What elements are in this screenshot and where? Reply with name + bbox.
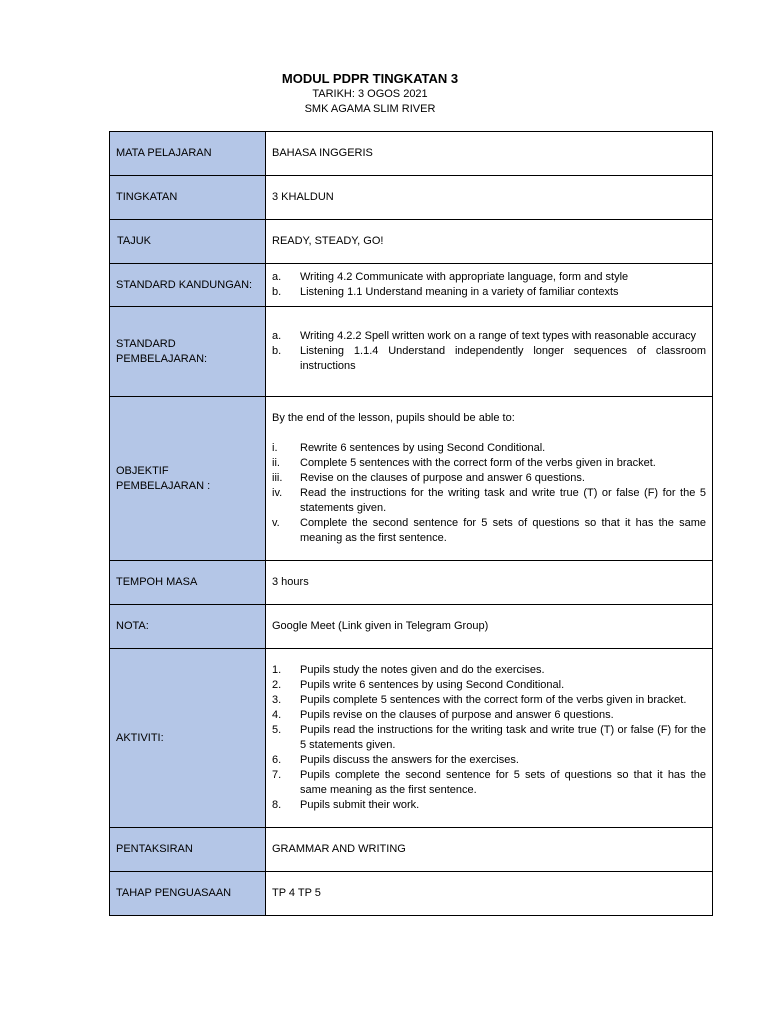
value-activities <box>266 649 713 828</box>
list-text: Pupils submit their work. <box>300 799 420 811</box>
list-item <box>272 456 706 471</box>
list-marker: i. <box>272 442 278 454</box>
list-item <box>272 693 706 708</box>
list-marker: a. <box>272 271 282 283</box>
list-item <box>272 708 706 723</box>
list-item <box>272 270 706 285</box>
label-objectives-line2: PEMBELAJARAN : <box>116 479 211 492</box>
list-item <box>272 486 706 516</box>
list-marker: 3. <box>272 694 282 706</box>
list-item <box>272 329 706 344</box>
list-marker: 6. <box>272 754 282 766</box>
row-duration <box>110 561 713 605</box>
list-text: Complete the second sentence for 5 sets of questions so that it has the same meaning as the first sentence. <box>300 517 706 544</box>
list-item <box>272 471 706 486</box>
value-objectives <box>266 397 713 561</box>
list-text: Pupils read the instructions for the writing task and write true (T) or false (F) for the 5 statements given. <box>300 724 706 751</box>
label-topic-text: TAJUK <box>117 235 152 247</box>
label-topic <box>110 220 266 264</box>
label-duration: TEMPOH MASA <box>110 561 266 605</box>
list-marker: b. <box>272 286 282 298</box>
label-assessment: PENTAKSIRAN <box>110 828 266 872</box>
value-content-standard <box>266 264 713 307</box>
list-marker: 7. <box>272 769 282 781</box>
activities-list <box>272 663 706 813</box>
list-text: Complete 5 sentences with the correct form of the verbs given in bracket. <box>300 457 656 469</box>
value-learning-standard <box>266 307 713 397</box>
row-objectives <box>110 397 713 561</box>
list-text: Writing 4.2.2 Spell written work on a range of text types with reasonable accuracy <box>300 330 696 342</box>
label-learning-standard <box>110 307 266 397</box>
lesson-plan-table <box>109 131 713 916</box>
list-text: Pupils study the notes given and do the exercises. <box>300 664 545 676</box>
list-item <box>272 768 706 798</box>
label-activities: AKTIVITI: <box>110 649 266 828</box>
list-text: Pupils revise on the clauses of purpose and answer 6 questions. <box>300 709 614 721</box>
list-text: Pupils complete the second sentence for 5 sets of questions so that it has the same meaning as the first sentence. <box>300 769 706 796</box>
school-name: SMK AGAMA SLIM RIVER <box>304 103 436 115</box>
list-item <box>272 285 706 300</box>
value-topic: READY, STEADY, GO! <box>266 220 713 264</box>
row-content-standard <box>110 264 713 307</box>
label-objectives <box>110 397 266 561</box>
list-marker: a. <box>272 330 282 342</box>
label-learning-standard-line2: PEMBELAJARAN: <box>116 352 208 365</box>
row-subject <box>110 132 713 176</box>
label-subject: MATA PELAJARAN <box>110 132 266 176</box>
content-standard-list <box>272 270 706 300</box>
list-text: Revise on the clauses of purpose and answer 6 questions. <box>300 472 585 484</box>
objectives-list <box>272 441 706 546</box>
value-form: 3 KHALDUN <box>266 176 713 220</box>
list-text: Pupils complete 5 sentences with the correct form of the verbs given in bracket. <box>300 694 687 706</box>
list-marker: 5. <box>272 724 282 736</box>
value-notes: Google Meet (Link given in Telegram Group) <box>266 605 713 649</box>
list-marker: ii. <box>272 457 280 469</box>
list-item <box>272 344 706 374</box>
list-text: Rewrite 6 sentences by using Second Conditional. <box>300 442 546 454</box>
list-item <box>272 441 706 456</box>
list-marker: iii. <box>272 472 283 484</box>
list-marker: b. <box>272 345 282 357</box>
list-item <box>272 516 706 546</box>
label-content-standard: STANDARD KANDUNGAN: <box>110 264 266 307</box>
label-notes: NOTA: <box>110 605 266 649</box>
list-marker: v. <box>272 517 280 529</box>
label-form: TINGKATAN <box>110 176 266 220</box>
list-item <box>272 798 706 813</box>
document-title: MODUL PDPR TINGKATAN 3 <box>281 71 459 86</box>
list-text: Writing 4.2 Communicate with appropriate language, form and style <box>300 271 629 283</box>
list-item <box>272 753 706 768</box>
row-mastery <box>110 872 713 916</box>
list-marker: 1. <box>272 664 282 676</box>
value-subject: BAHASA INGGERIS <box>266 132 713 176</box>
learning-standard-list <box>272 329 706 374</box>
label-mastery: TAHAP PENGUASAAN <box>110 872 266 916</box>
list-marker: iv. <box>272 487 283 499</box>
list-marker: 2. <box>272 679 282 691</box>
row-form <box>110 176 713 220</box>
list-text: Read the instructions for the writing task and write true (T) or false (F) for the 5 statements given. <box>300 487 706 514</box>
list-text: Listening 1.1 Understand meaning in a variety of familiar contexts <box>300 286 619 298</box>
row-learning-standard <box>110 307 713 397</box>
value-assessment: GRAMMAR AND WRITING <box>266 828 713 872</box>
row-topic <box>110 220 713 264</box>
list-marker: 4. <box>272 709 282 721</box>
label-learning-standard-line1: STANDARD <box>116 337 176 350</box>
list-text: Pupils write 6 sentences by using Second Conditional. <box>300 679 565 691</box>
list-item <box>272 663 706 678</box>
document-header <box>0 70 740 117</box>
list-text: Pupils discuss the answers for the exercises. <box>300 754 519 766</box>
value-mastery: TP 4 TP 5 <box>266 872 713 916</box>
label-objectives-line1: OBJEKTIF <box>116 464 169 477</box>
row-assessment <box>110 828 713 872</box>
value-duration: 3 hours <box>266 561 713 605</box>
objectives-intro: By the end of the lesson, pupils should be able to: <box>272 412 515 424</box>
document-date: TARIKH: 3 OGOS 2021 <box>312 88 428 100</box>
list-text: Listening 1.1.4 Understand independently longer sequences of classroom instructions <box>300 345 706 372</box>
list-item <box>272 723 706 753</box>
row-activities <box>110 649 713 828</box>
list-item <box>272 678 706 693</box>
list-marker: 8. <box>272 799 282 811</box>
row-notes <box>110 605 713 649</box>
